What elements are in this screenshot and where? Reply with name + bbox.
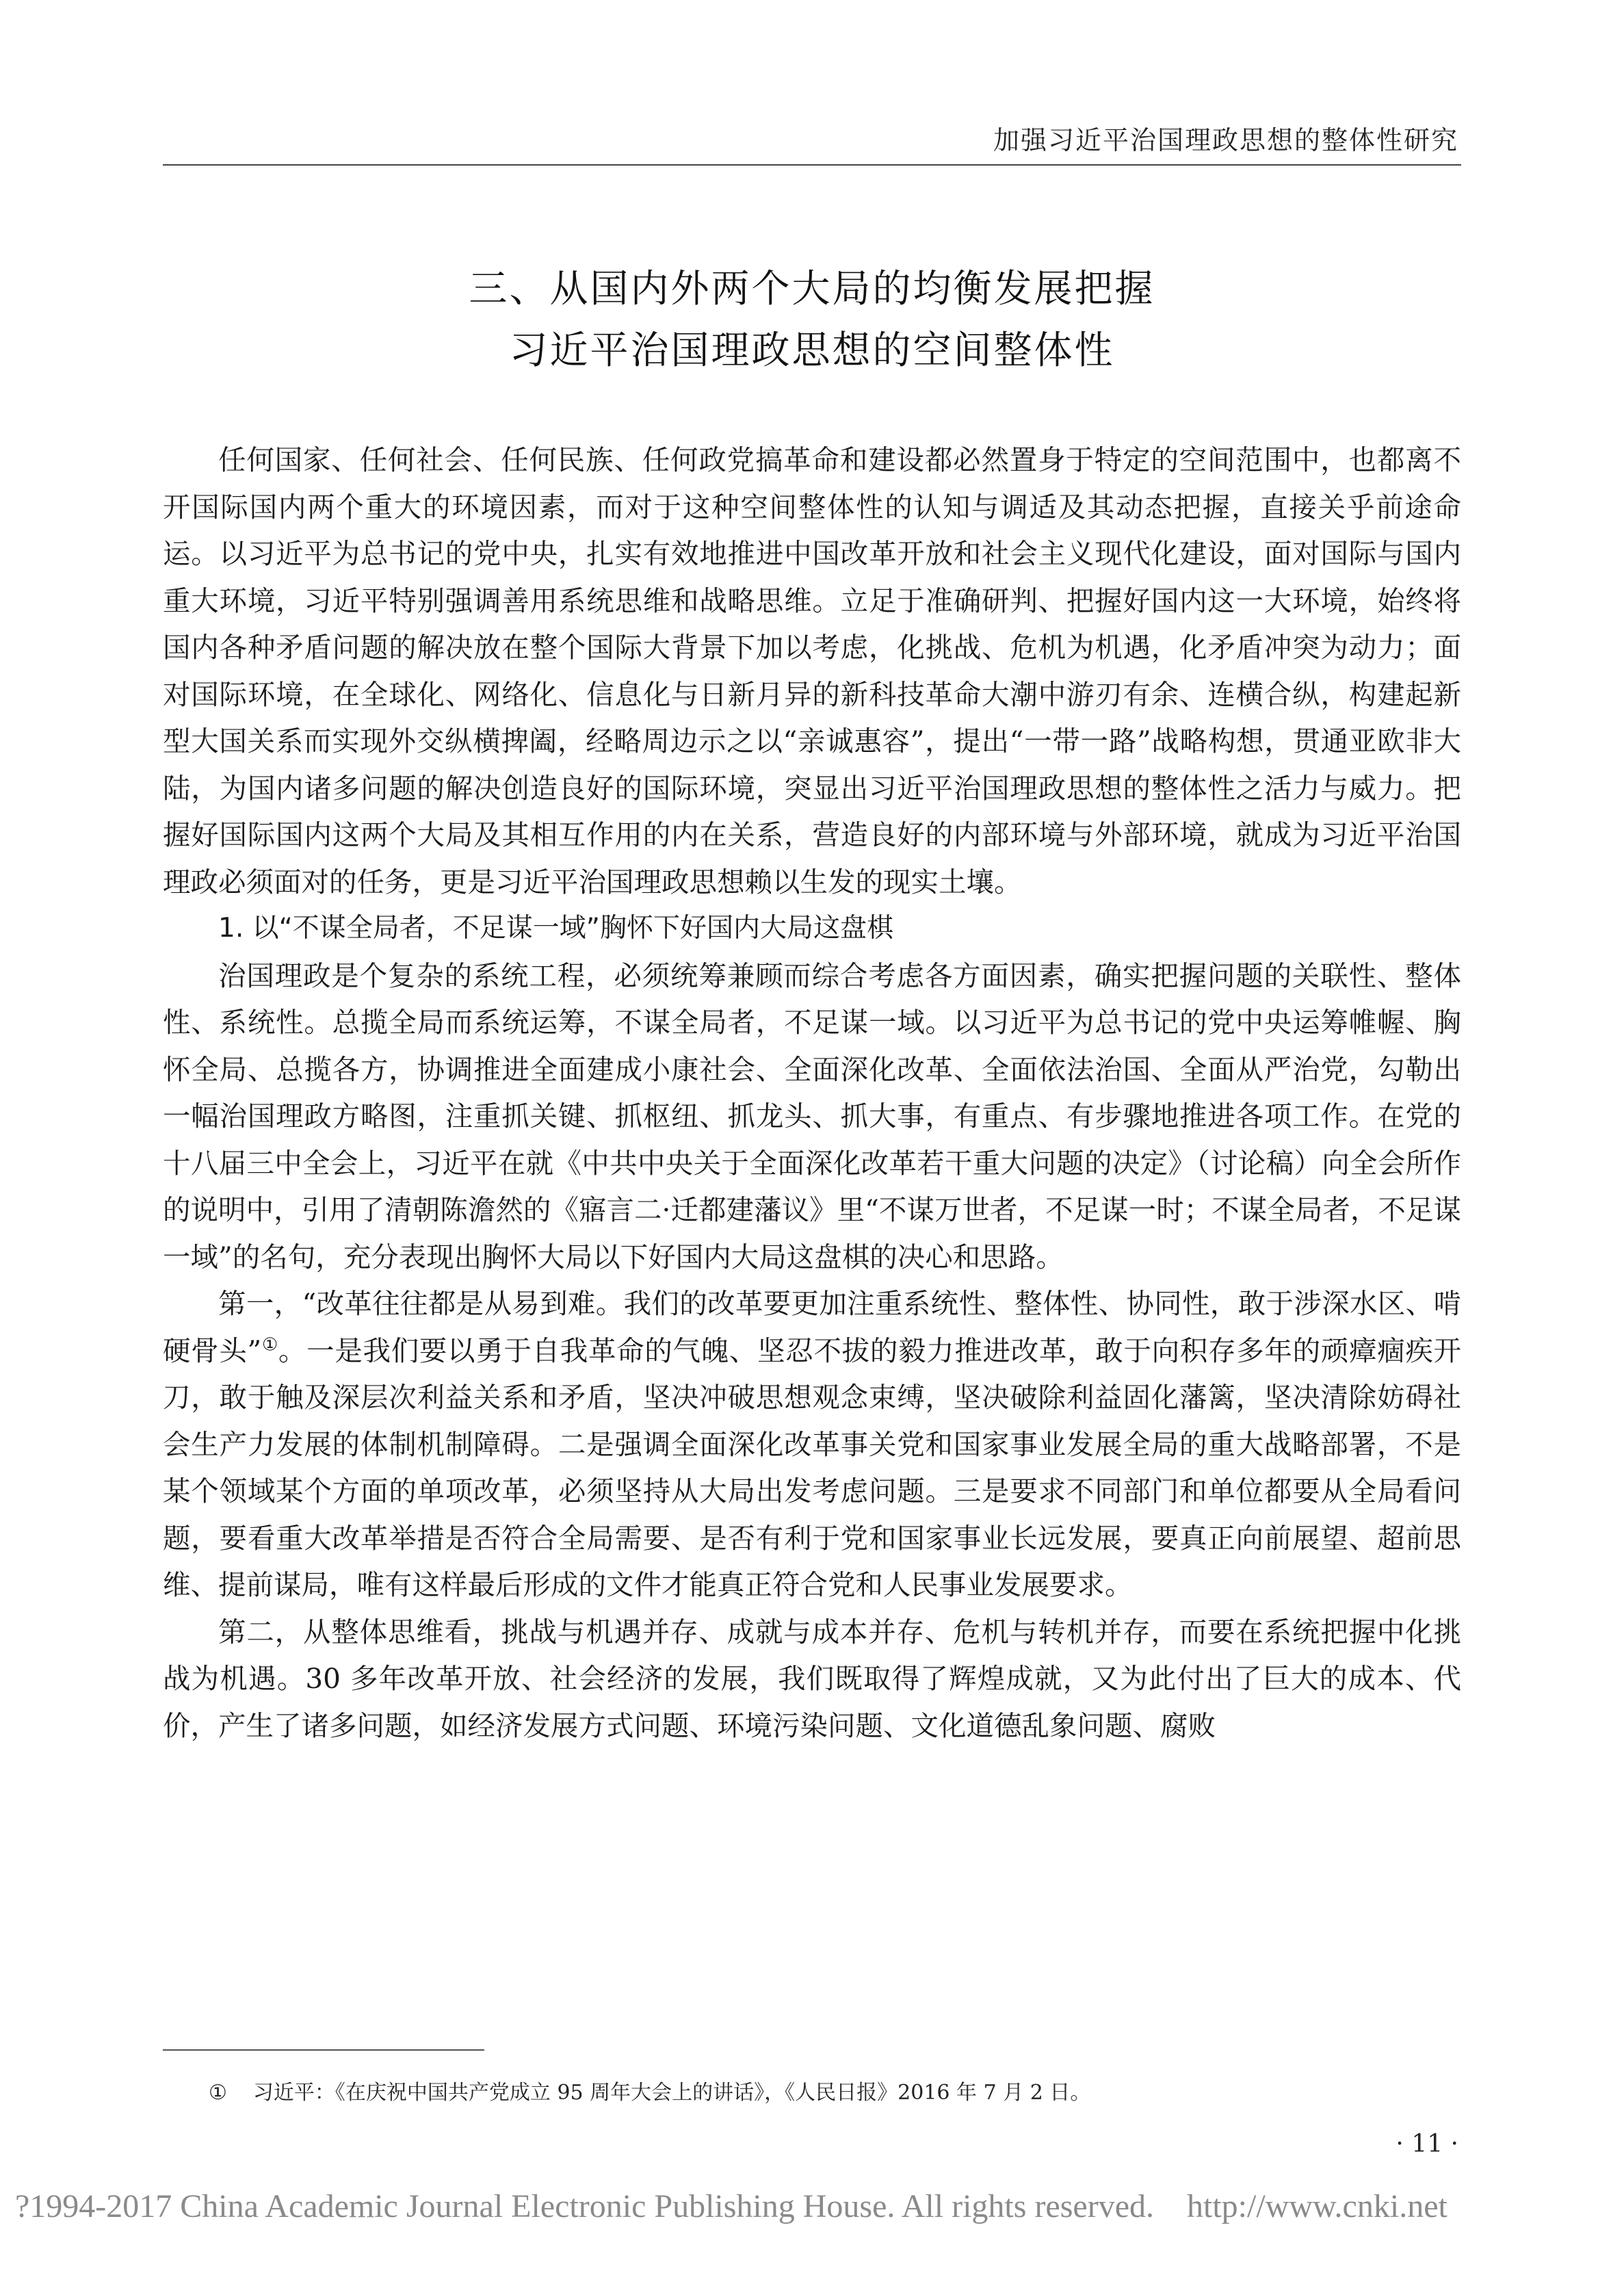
copyright-text: ?1994-2017 China Academic Journal Electronic Publishing House. All rights reserved. [15, 2188, 1154, 2224]
section-title-line-1: 三、从国内外两个大局的均衡发展把握 [469, 267, 1155, 311]
page-number: · 11 · [1396, 2130, 1458, 2158]
footnote-text: 习近平：《在庆祝中国共产党成立 95 周年大会上的讲话》，《人民日报》2016 年 7 月 2 日。 [252, 2081, 1091, 2105]
paragraph-3-part-1: 第一，“改革往往都是从易到难。我们的改革要更加注重系统性、整体性、协同性，敢于涉深水区、啃硬骨头” [163, 1287, 1461, 1367]
subsection-heading: 1. 以“不谋全局者，不足谋一域”胸怀下好国内大局这盘棋 [218, 913, 894, 944]
paragraph-1: 任何国家、任何社会、任何民族、任何政党搞革命和建设都必然置身于特定的空间范围中，也都离不开国际国内两个重大的环境因素，而对于这种空间整体性的认知与调适及其动态把握，直接关乎前途命运。以习近平为总书记的党中央，扎实有效地推进中国改革开放和社会主义现代化建设，面对国际与国内重大环境，习近平特别强调善用系统思维和战略思维。立足于准确研判、把握好国内这一大环境，始终将国内各种矛盾问题的解决放在整个国际大背景下加以考虑，化挑战、危机为机遇，化矛盾冲突为动力；面对国际环境，在全球化、网络化、信息化与日新月异的新科技革命大潮中游刃有余、连横合纵，构建起新型大国关系而实现外交纵横捭阖，经略周边示之以“亲诚惠容”，提出“一带一路”战略构想，贯通亚欧非大陆，为国内诸多问题的解决创造良好的国际环境，突显出习近平治国理政思想的整体性之活力与威力。把握好国际国内这两个大局及其相互作用的内在关系，营造良好的内部环境与外部环境，就成为习近平治国理政必须面对的任务，更是习近平治国理政思想赖以生发的现实土壤。 [163, 443, 1461, 898]
paragraph-3-part-2: 。一是我们要以勇于自我革命的气魄、坚忍不拔的毅力推进改革，敢于向积存多年的顽瘴痼疾开刀，敢于触及深层次利益关系和矛盾，坚决冲破思想观念束缚，坚决破除利益固化藩篱，坚决清除妨碍社会生产力发展的体制机制障碍。二是强调全面深化改革事关党和国家事业发展全局的重大战略部署，不是某个领域某个方面的单项改革，必须坚持从大局出发考虑问题。三是要求不同部门和单位都要从全局看问题，要看重大改革举措是否符合全局需要、是否有利于党和国家事业长远发展，要真正向前展望、超前思维、提前谋局，唯有这样最后形成的文件才能真正符合党和人民事业发展要求。 [163, 1334, 1461, 1601]
paragraph-2: 治国理政是个复杂的系统工程，必须统筹兼顾而综合考虑各方面因素，确实把握问题的关联性、整体性、系统性。总揽全局而系统运筹，不谋全局者，不足谋一域。以习近平为总书记的党中央运筹帷幄、胸怀全局、总揽各方，协调推进全面建成小康社会、全面深化改革、全面依法治国、全面从严治党，勾勒出一幅治国理政方略图，注重抓关键、抓枢纽、抓龙头、抓大事，有重点、有步骤地推进各项工作。在党的十八届三中全会上，习近平在就《中共中央关于全面深化改革若干重大问题的决定》（讨论稿）向全会所作的说明中，引用了清朝陈澹然的《寤言二·迁都建藩议》里“不谋万世者，不足谋一时；不谋全局者，不足谋一域”的名句，充分表现出胸怀大局以下好国内大局这盘棋的决心和思路。 [163, 959, 1461, 1273]
section-title [163, 259, 1461, 382]
article-body [163, 437, 1461, 1749]
cnki-url[interactable]: http://www.cnki.net [1187, 2188, 1448, 2224]
footnote-mark: ① [209, 2081, 227, 2105]
copyright-watermark [15, 2188, 1609, 2225]
section-title-line-2: 习近平治国理政思想的空间整体性 [509, 328, 1115, 373]
paragraph-4: 第二，从整体思维看，挑战与机遇并存、成就与成本并存、危机与转机并存，而要在系统把握中化挑战为机遇。30 多年改革开放、社会经济的发展，我们既取得了辉煌成就，又为此付出了巨大的成本、代价，产生了诸多问题，如经济发展方式问题、环境污染问题、文化道德乱象问题、腐败 [163, 1615, 1461, 1742]
header-rule [163, 164, 1461, 166]
paragraph-3 [163, 1280, 1461, 1609]
footnote-reference[interactable]: ① [261, 1334, 278, 1355]
footnote [209, 2075, 1090, 2105]
footnote-rule [163, 2049, 484, 2051]
running-header: 加强习近平治国理政思想的整体性研究 [993, 125, 1458, 155]
